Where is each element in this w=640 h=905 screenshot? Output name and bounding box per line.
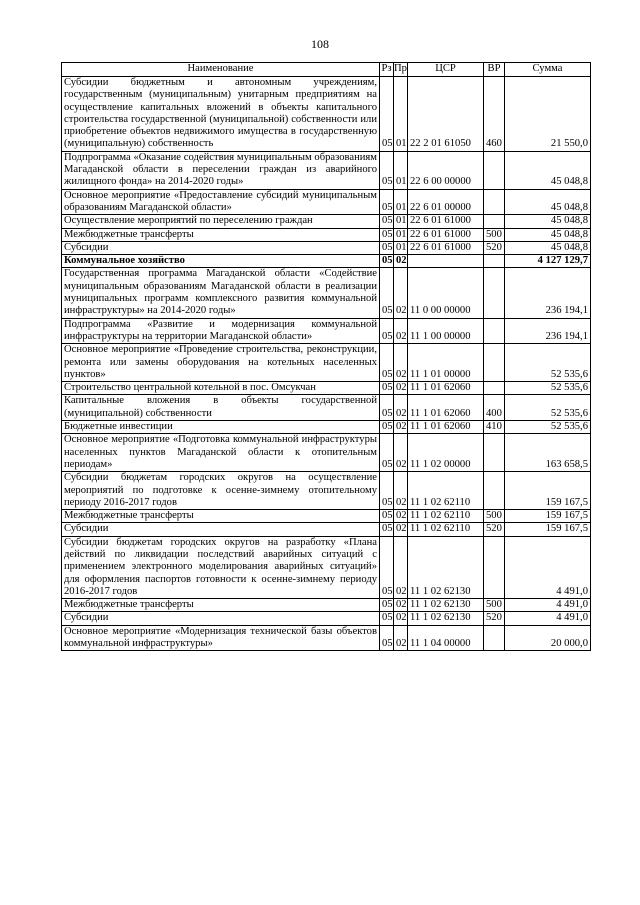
cell-csr: 11 1 02 00000 — [408, 434, 484, 472]
cell-sum: 4 491,0 — [505, 612, 591, 625]
column-header-sum: Сумма — [505, 63, 591, 77]
table-row — [62, 241, 591, 254]
cell-csr: 11 1 01 62060 — [408, 421, 484, 434]
cell-sum: 52 535,6 — [505, 344, 591, 382]
cell-rz: 05 — [380, 434, 394, 472]
cell-rz: 05 — [380, 215, 394, 228]
budget-table — [61, 62, 591, 651]
cell-pr: 01 — [394, 189, 408, 215]
cell-csr: 11 1 04 00000 — [408, 625, 484, 651]
cell-pr: 01 — [394, 228, 408, 241]
cell-vr — [484, 255, 505, 268]
cell-csr: 11 1 00 00000 — [408, 318, 484, 344]
cell-sum: 52 535,6 — [505, 395, 591, 421]
table-body — [62, 77, 591, 651]
cell-name: Бюджетные инвестиции — [62, 421, 380, 434]
cell-sum: 45 048,8 — [505, 241, 591, 254]
cell-vr — [484, 268, 505, 318]
cell-name: Межбюджетные трансферты — [62, 599, 380, 612]
cell-csr: 22 6 01 00000 — [408, 189, 484, 215]
cell-csr: 11 1 02 62110 — [408, 510, 484, 523]
cell-vr — [484, 434, 505, 472]
cell-pr: 01 — [394, 241, 408, 254]
cell-pr: 02 — [394, 625, 408, 651]
cell-name: Субсидии — [62, 241, 380, 254]
table-row — [62, 382, 591, 395]
cell-csr: 11 1 02 62130 — [408, 612, 484, 625]
cell-name: Подпрограмма «Развитие и модернизация коммунальной инфраструктуры на территории Магаданской области» — [62, 318, 380, 344]
table-row — [62, 215, 591, 228]
table-row — [62, 599, 591, 612]
cell-sum: 159 167,5 — [505, 472, 591, 510]
table-row — [62, 523, 591, 536]
cell-pr: 01 — [394, 215, 408, 228]
cell-csr: 22 6 01 61000 — [408, 215, 484, 228]
cell-rz: 05 — [380, 612, 394, 625]
cell-pr: 02 — [394, 434, 408, 472]
cell-pr: 02 — [394, 268, 408, 318]
cell-sum: 163 658,5 — [505, 434, 591, 472]
table-row — [62, 510, 591, 523]
cell-sum: 159 167,5 — [505, 523, 591, 536]
cell-sum: 45 048,8 — [505, 151, 591, 189]
cell-rz: 05 — [380, 395, 394, 421]
cell-vr — [484, 189, 505, 215]
column-header-vr: ВР — [484, 63, 505, 77]
cell-name: Субсидии — [62, 612, 380, 625]
cell-name: Межбюджетные трансферты — [62, 510, 380, 523]
cell-rz: 05 — [380, 510, 394, 523]
table-row — [62, 472, 591, 510]
cell-sum: 45 048,8 — [505, 228, 591, 241]
cell-csr: 22 6 01 61000 — [408, 241, 484, 254]
cell-vr: 500 — [484, 599, 505, 612]
page-number: 108 — [311, 37, 329, 51]
column-header-name: Наименование — [62, 63, 380, 77]
cell-vr — [484, 625, 505, 651]
cell-rz: 05 — [380, 151, 394, 189]
cell-name: Коммунальное хозяйство — [62, 255, 380, 268]
cell-pr: 02 — [394, 510, 408, 523]
cell-sum: 236 194,1 — [505, 318, 591, 344]
cell-vr: 520 — [484, 612, 505, 625]
cell-rz: 05 — [380, 625, 394, 651]
cell-rz: 05 — [380, 421, 394, 434]
cell-csr: 11 1 01 62060 — [408, 382, 484, 395]
cell-pr: 02 — [394, 523, 408, 536]
cell-pr: 02 — [394, 344, 408, 382]
cell-pr: 02 — [394, 255, 408, 268]
cell-vr: 410 — [484, 421, 505, 434]
cell-vr: 500 — [484, 228, 505, 241]
column-header-rz: Рз — [380, 63, 394, 77]
cell-csr: 11 1 02 62110 — [408, 523, 484, 536]
cell-pr: 02 — [394, 395, 408, 421]
cell-pr: 02 — [394, 612, 408, 625]
table-row — [62, 268, 591, 318]
cell-vr: 500 — [484, 510, 505, 523]
cell-vr — [484, 382, 505, 395]
column-header-pr: Пр — [394, 63, 408, 77]
cell-pr: 02 — [394, 472, 408, 510]
cell-sum: 20 000,0 — [505, 625, 591, 651]
cell-sum: 4 491,0 — [505, 599, 591, 612]
cell-sum: 236 194,1 — [505, 268, 591, 318]
cell-vr — [484, 215, 505, 228]
cell-sum: 45 048,8 — [505, 215, 591, 228]
cell-pr: 02 — [394, 421, 408, 434]
cell-pr: 02 — [394, 318, 408, 344]
cell-pr: 02 — [394, 382, 408, 395]
table-row — [62, 395, 591, 421]
cell-rz: 05 — [380, 228, 394, 241]
cell-vr — [484, 344, 505, 382]
cell-vr — [484, 318, 505, 344]
cell-rz: 05 — [380, 536, 394, 598]
cell-sum: 45 048,8 — [505, 189, 591, 215]
cell-vr: 400 — [484, 395, 505, 421]
cell-name: Капитальные вложения в объекты государственной (муниципальной) собственности — [62, 395, 380, 421]
cell-vr: 460 — [484, 77, 505, 152]
cell-csr: 22 2 01 61050 — [408, 77, 484, 152]
cell-csr: 11 1 02 62110 — [408, 472, 484, 510]
cell-rz: 05 — [380, 268, 394, 318]
column-header-csr: ЦСР — [408, 63, 484, 77]
table-row — [62, 255, 591, 268]
cell-rz: 05 — [380, 77, 394, 152]
cell-sum: 4 491,0 — [505, 536, 591, 598]
cell-name: Осуществление мероприятий по переселению граждан — [62, 215, 380, 228]
cell-rz: 05 — [380, 599, 394, 612]
cell-csr: 11 1 02 62130 — [408, 536, 484, 598]
cell-name: Строительство центральной котельной в пос. Омсукчан — [62, 382, 380, 395]
cell-csr — [408, 255, 484, 268]
table-row — [62, 318, 591, 344]
cell-name: Государственная программа Магаданской области «Содействие муниципальным образованиям Магаданской области в реализации муниципальных программ комплексного развития коммунальной инфраструктуры» на 2014-2020 годы» — [62, 268, 380, 318]
cell-csr: 22 6 00 00000 — [408, 151, 484, 189]
table-row — [62, 189, 591, 215]
cell-csr: 11 1 01 62060 — [408, 395, 484, 421]
table-row — [62, 625, 591, 651]
cell-pr: 01 — [394, 151, 408, 189]
cell-name: Межбюджетные трансферты — [62, 228, 380, 241]
cell-name: Подпрограмма «Оказание содействия муниципальным образованиям Магаданской области в переселении граждан из аварийного жилищного фонда» на 2014-2020 годы» — [62, 151, 380, 189]
cell-vr — [484, 472, 505, 510]
cell-sum: 52 535,6 — [505, 421, 591, 434]
table-header-row — [62, 63, 591, 77]
table-row — [62, 434, 591, 472]
cell-vr — [484, 151, 505, 189]
table-row — [62, 536, 591, 598]
cell-sum: 21 550,0 — [505, 77, 591, 152]
cell-rz: 05 — [380, 344, 394, 382]
cell-sum: 52 535,6 — [505, 382, 591, 395]
cell-name: Субсидии — [62, 523, 380, 536]
cell-pr: 02 — [394, 599, 408, 612]
cell-pr: 01 — [394, 77, 408, 152]
cell-rz: 05 — [380, 318, 394, 344]
cell-rz: 05 — [380, 523, 394, 536]
cell-rz: 05 — [380, 382, 394, 395]
cell-pr: 02 — [394, 536, 408, 598]
cell-name: Основное мероприятие «Проведение строительства, реконструкции, ремонта или замены оборудования на котельных населенных пунктов» — [62, 344, 380, 382]
cell-csr: 11 1 02 62130 — [408, 599, 484, 612]
table-row — [62, 228, 591, 241]
cell-vr — [484, 536, 505, 598]
cell-name: Основное мероприятие «Предоставление субсидий муниципальным образованиям Магаданской области» — [62, 189, 380, 215]
cell-csr: 11 0 00 00000 — [408, 268, 484, 318]
cell-name: Субсидии бюджетам городских округов на осуществление мероприятий по подготовке к осенне-зимнему отопительному периоду 2016-2017 годов — [62, 472, 380, 510]
table-row — [62, 344, 591, 382]
cell-rz: 05 — [380, 472, 394, 510]
cell-sum: 4 127 129,7 — [505, 255, 591, 268]
cell-name: Основное мероприятие «Подготовка коммунальной инфраструктуры населенных пунктов Магаданской области к отопительным периодам» — [62, 434, 380, 472]
cell-csr: 11 1 01 00000 — [408, 344, 484, 382]
table-row — [62, 77, 591, 152]
cell-csr: 22 6 01 61000 — [408, 228, 484, 241]
cell-vr: 520 — [484, 241, 505, 254]
table-row — [62, 612, 591, 625]
cell-name: Субсидии бюджетным и автономным учреждениям, государственным (муниципальным) унитарным предприятиям на осуществление капитальных вложений в объекты капитального строительства государственной (муниципальной) собственности или приобретение объектов недвижимого имущества в государственную (муниципальную) собственность — [62, 77, 380, 152]
table-row — [62, 421, 591, 434]
cell-vr: 520 — [484, 523, 505, 536]
cell-rz: 05 — [380, 241, 394, 254]
cell-rz: 05 — [380, 189, 394, 215]
cell-name: Основное мероприятие «Модернизация технической базы объектов коммунальной инфраструктуры» — [62, 625, 380, 651]
cell-name: Субсидии бюджетам городских округов на разработку «Плана действий по ликвидации последствий аварийных ситуаций с применением электронного моделирования аварийных ситуаций» для оформления паспортов готовности к осенне-зимнему периоду 2016-2017 годов — [62, 536, 380, 598]
table-row — [62, 151, 591, 189]
cell-sum: 159 167,5 — [505, 510, 591, 523]
cell-rz: 05 — [380, 255, 394, 268]
